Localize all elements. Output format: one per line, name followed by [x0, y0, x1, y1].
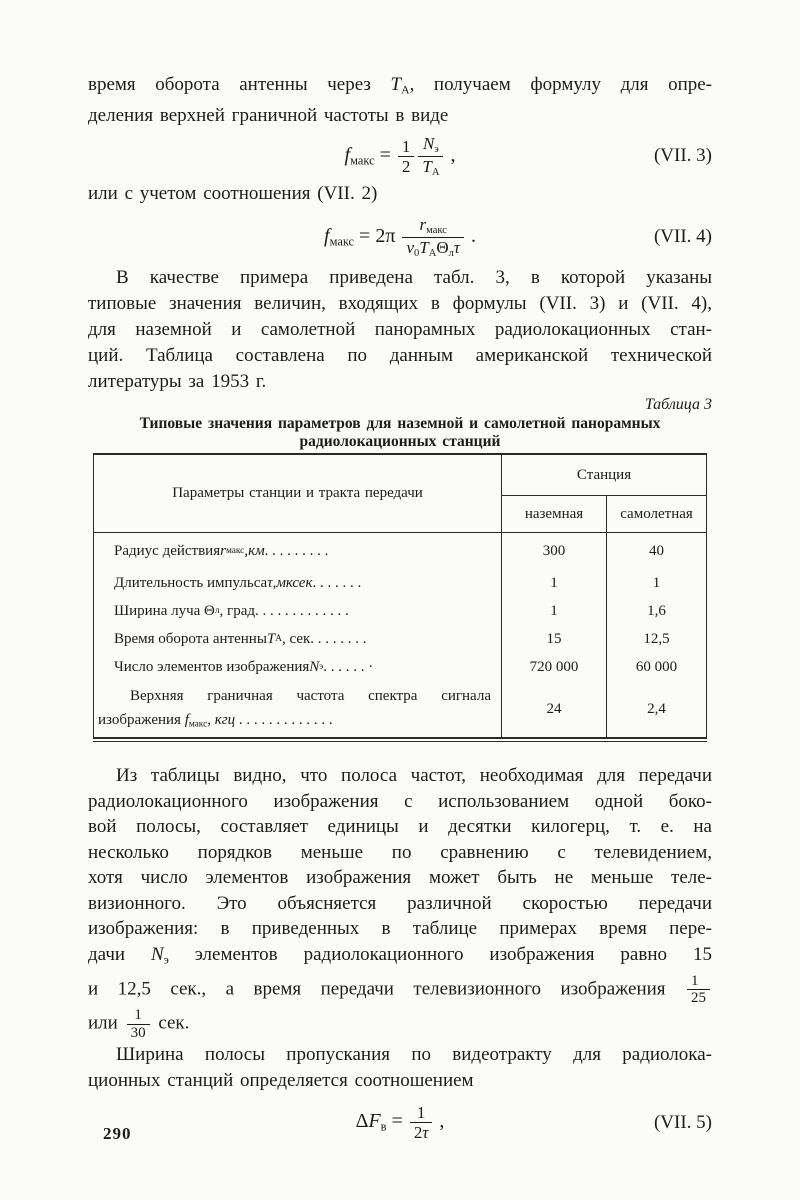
- page-number: 290: [103, 1124, 132, 1143]
- page-content: [88, 0, 712, 1148]
- paragraph-bandwidth: [88, 1042, 712, 1094]
- table-row: [94, 597, 706, 625]
- value-ground: 1: [501, 569, 606, 597]
- text-line: радиолокационного изображения с использованием одной боко-: [88, 790, 712, 812]
- text-line: для наземной и самолетной панорамных радиолокационных стан-: [88, 319, 712, 341]
- header-group-station: [501, 455, 706, 532]
- formula-expression: ΔFв = $\frac{1}{2\tau}$ ,: [355, 1103, 445, 1143]
- equation-number: (VII. 5): [653, 1111, 712, 1133]
- value-ground: 1: [501, 597, 606, 625]
- text-line: В качестве примера приведена табл. 3, в которой указаны: [116, 267, 712, 289]
- value-airborne: 2,4: [606, 681, 706, 737]
- row-label-line: Верхняя граничная частота спектра сигнала: [130, 688, 491, 705]
- table-row: [94, 569, 706, 597]
- text-line: ционных станций определяется соотношением: [88, 1069, 474, 1091]
- formula-vii-5: [88, 1098, 712, 1148]
- row-label: [94, 681, 501, 737]
- header-cell-airborne: самолетная: [606, 496, 706, 532]
- value-airborne: 12,5: [606, 625, 706, 653]
- value-ground: 24: [501, 681, 606, 737]
- table-caption: [88, 415, 712, 451]
- paragraph-example: [88, 265, 712, 395]
- value-ground: 720 000: [501, 653, 606, 681]
- text-line: изображения: в приведенных в таблице примерах время пере-: [88, 918, 712, 940]
- table-row: [94, 625, 706, 653]
- text-line: несколько порядков меньше по сравнению с телевидением,: [88, 841, 712, 863]
- equation-number: (VII. 4): [653, 226, 712, 248]
- value-airborne: 1,6: [606, 597, 706, 625]
- text-line: или $\frac{1}{30}$ сек.: [88, 1007, 190, 1041]
- row-label: Ширина луча Θ л , град. . . . . . . . . . . . .: [114, 602, 349, 619]
- text-line: деления верхней граничной частоты в виде: [88, 105, 449, 127]
- table-caption-line: радиолокационных станций: [299, 433, 501, 451]
- value-airborne: 60 000: [606, 653, 706, 681]
- text-line: ций. Таблица составлена по данным американской технической: [88, 345, 712, 367]
- text-line: дачи Nэ элементов радиолокационного изображения равно 15: [88, 943, 712, 967]
- formula-expression: fмакс = 2π $\frac{\text{rмакс}}{\text{v0TАΘлτ}}$ .: [324, 215, 476, 259]
- text-line-connector: или с учетом соотношения (VII. 2): [88, 183, 378, 205]
- value-ground: 300: [501, 533, 606, 569]
- row-label: Радиус действия r макс , км . . . . . . . . .: [114, 542, 329, 559]
- table-3: [93, 453, 707, 739]
- formula-expression: fмакс = $\frac{1}{2}$ $\frac{Nэ}{TА}$ ,: [344, 134, 456, 178]
- text-line: литературы за 1953 г.: [88, 371, 267, 393]
- paragraph-intro: [88, 72, 712, 129]
- value-ground: 15: [501, 625, 606, 653]
- table-caption-line: Типовые значения параметров для наземной и самолетной панорамных: [139, 415, 661, 433]
- formula-vii-3: [88, 131, 712, 181]
- table-row: [94, 653, 706, 681]
- text-line: вой полосы, составляет единицы и десятки килогерц, т. е. на: [88, 816, 712, 838]
- text-line: Из таблицы видно, что полоса частот, необходимая для передачи: [116, 765, 712, 787]
- formula-vii-4: [88, 209, 712, 265]
- text-line: хотя число элементов изображения может быть не меньше теле-: [88, 867, 712, 889]
- header-cell-parameters: [94, 455, 501, 532]
- header-subrow: [502, 496, 706, 532]
- row-label: Длительность импульса τ , мксек . . . . . . .: [114, 574, 362, 591]
- value-airborne: 1: [606, 569, 706, 597]
- text-line: время оборота антенны через TА, получаем формулу для опре-: [88, 74, 712, 97]
- equation-number: (VII. 3): [653, 145, 712, 167]
- row-label: Время оборота антенны T А , сек. . . . . . . .: [114, 630, 367, 647]
- header-cell-station: Станция: [502, 455, 706, 496]
- row-label: Число элементов изображения N э . . . . . . ·: [114, 658, 374, 675]
- row-label-line: изображения fмакс, кгц . . . . . . . . . . . . .: [98, 712, 333, 730]
- text-line: Ширина полосы пропускания по видеотракту для радиолока-: [116, 1043, 712, 1065]
- text-line: и 12,5 сек., а время передачи телевизионного изображения $\frac{1}{25}$: [88, 973, 712, 1008]
- table-body: [94, 533, 706, 737]
- text-line: типовые значения величин, входящих в формулы (VII. 3) и (VII. 4),: [88, 293, 712, 315]
- paragraph-analysis: [88, 763, 712, 1041]
- header-cell-ground: наземная: [524, 505, 584, 522]
- text-line: визионного. Это объясняется различной скоростью передачи: [88, 892, 712, 914]
- value-airborne: 40: [606, 533, 706, 569]
- header-label: Параметры станции и тракта передачи: [172, 485, 423, 502]
- table-header: [94, 455, 706, 533]
- table-row: [94, 681, 706, 737]
- table-row: [94, 533, 706, 569]
- table-number-label: Таблица 3: [644, 396, 712, 414]
